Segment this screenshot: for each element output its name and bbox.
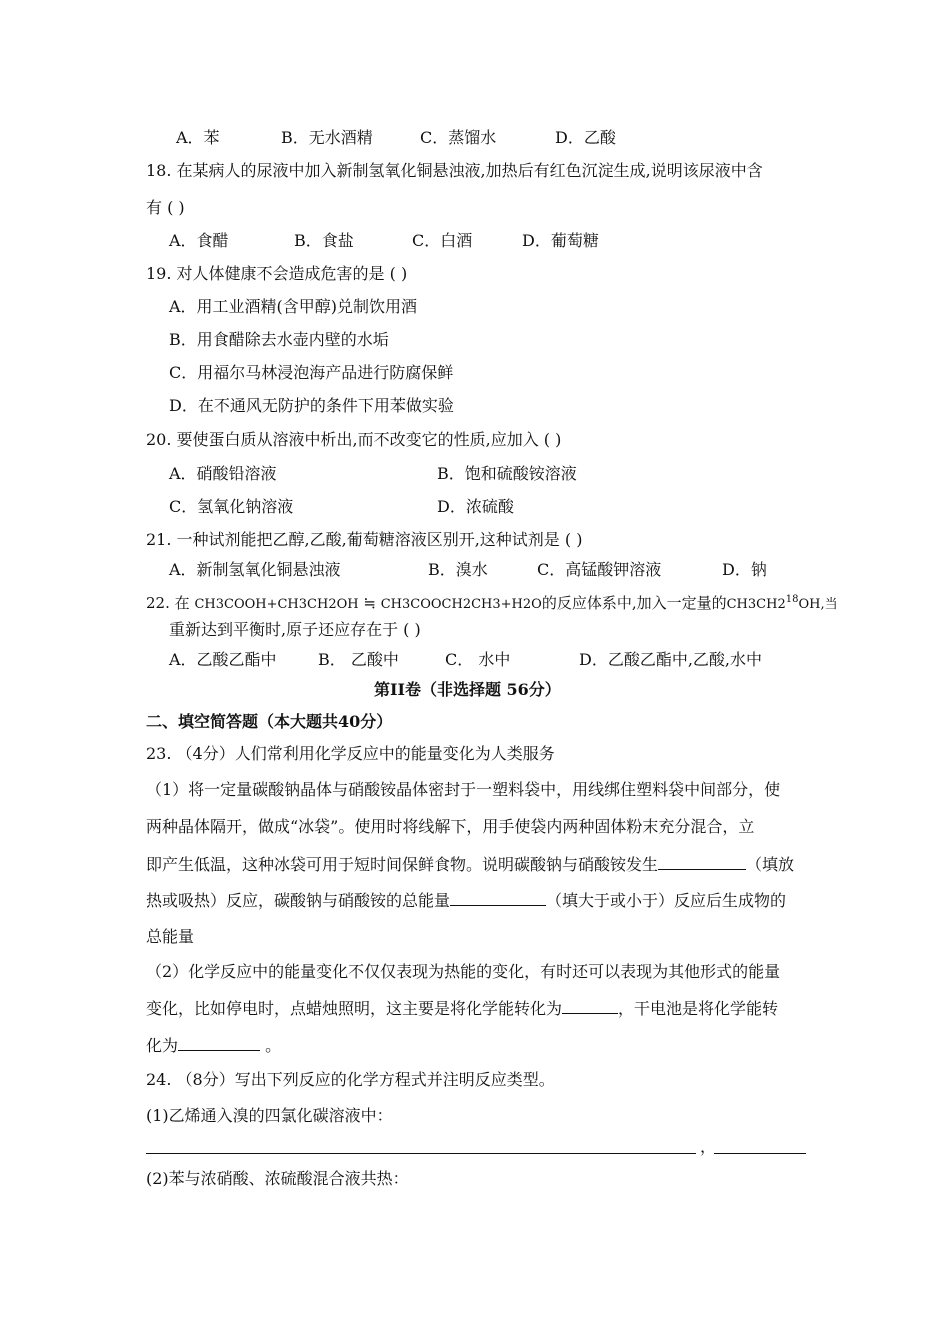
q21-option-c: C．高锰酸钾溶液 [537,560,662,579]
q22-isotope: 18 [785,594,799,605]
q23-p2-line2-tail: ，干电池是将化学能转 [618,999,779,1018]
q23-p1-line2: 两种晶体隔开，做成“冰袋”。使用时将线解下，用手使袋内两种固体粉末充分混合，立 [146,817,755,836]
answer-line[interactable] [714,1153,806,1154]
q17-option-c: C．蒸馏水 [420,128,497,147]
q22-equilibrium-arrow: ≒ [363,594,376,612]
q24-sub2: (2)苯与浓硝酸、浓硫酸混合液共热： [146,1169,409,1188]
q19-option-d: D．在不通风无防护的条件下用苯做实验 [169,396,454,415]
q21-option-a: A．新制氢氧化铜悬浊液 [169,560,341,579]
q20-option-b: B．饱和硫酸铵溶液 [437,464,577,483]
q23-p2-line2-text: 变化，比如停电时，点蜡烛照明，这主要是将化学能转化为 [146,999,563,1018]
q23-p2-line3-text: 化为 [146,1036,179,1055]
q20-stem: 20. 要使蛋白质从溶液中析出,而不改变它的性质,应加入 ( ) [146,430,562,449]
q22-number: 22. [146,594,170,612]
part2-title: 第II卷（非选择题 56分） [374,680,561,699]
q23-p1-line1: （1）将一定量碳酸钠晶体与硝酸铵晶体密封于一塑料袋中，用线绑住塑料袋中间部分，使 [146,780,781,799]
answer-line[interactable] [146,1153,696,1154]
q18-stem-line2: 有 ( ) [146,198,185,217]
q22-mid: 的反应体系中,加入一定量的 [541,594,727,612]
q22-option-c: C． 水中 [445,650,511,669]
q23-p1-line5: 总能量 [146,927,195,946]
q22-option-a: A．乙酸乙酯中 [169,650,277,669]
q24-comma: ， [700,1137,717,1156]
q23-p1-line3 [146,853,794,876]
q24-stem: 24. （8分）写出下列反应的化学方程式并注明反应类型。 [146,1070,555,1089]
q23-p2-line2 [146,997,778,1020]
answer-blank[interactable] [562,997,618,1014]
answer-blank[interactable] [178,1034,260,1051]
q20-option-c: C．氢氧化钠溶液 [169,497,294,516]
section2-title: 二、填空简答题（本大题共40分） [146,712,393,731]
q22-equation-left: CH3COOH+CH3CH2OH [194,597,359,612]
q22-option-d: D．乙酸乙酯中,乙酸,水中 [579,650,763,669]
q17-option-a: A．苯 [176,128,220,147]
q18-option-a: A．食醋 [169,231,229,250]
q17-option-d: D．乙酸 [555,128,616,147]
q20-option-d: D．浓硫酸 [437,497,514,516]
q18-stem-line1: 18. 在某病人的尿液中加入新制氢氧化铜悬浊液,加热后有红色沉淀生成,说明该尿液中含 [146,161,763,180]
q19-stem: 19. 对人体健康不会造成危害的是 ( ) [146,264,408,283]
answer-blank[interactable] [658,853,746,870]
q21-option-d: D．钠 [722,560,767,579]
answer-blank[interactable] [450,889,546,906]
q23-p2-line3 [146,1034,281,1057]
q23-p1-line3-text: 即产生低温，这种冰袋可用于短时间保鲜食物。说明碳酸钠与硝酸铵发生 [146,855,659,874]
q18-option-c: C．白酒 [412,231,473,250]
q23-stem: 23. （4分）人们常利用化学反应中的能量变化为人类服务 [146,744,555,763]
q22-equation-right: CH3COOCH2CH3+H2O [380,597,542,612]
q22-pre: 在 [174,594,190,612]
q22-reagent: CH3CH2 [726,597,786,612]
q23-p2-line1: （2）化学反应中的能量变化不仅仅表现为热能的变化，有时还可以表现为其他形式的能量 [146,962,781,981]
q22-reagent-tail: OH,当 [798,597,838,612]
q21-stem: 21. 一种试剂能把乙醇,乙酸,葡萄糖溶液区别开,这种试剂是 ( ) [146,530,583,549]
q23-p1-line3-tail: （填放 [746,855,795,874]
q22-option-b: B． 乙酸中 [318,650,399,669]
q18-option-d: D．葡萄糖 [522,231,599,250]
q22-stem-line2: 重新达到平衡时,原子还应存在于 ( ) [169,620,421,639]
q19-option-b: B．用食醋除去水壶内壁的水垢 [169,330,389,349]
q23-p1-line4-tail: （填大于或小于）反应后生成物的 [546,891,787,910]
q21-option-b: B．溴水 [428,560,488,579]
q23-p1-line4-text: 热或吸热）反应，碳酸钠与硝酸铵的总能量 [146,891,451,910]
q24-sub1: (1)乙烯通入溴的四氯化碳溶液中： [146,1106,393,1125]
q22-stem-line1 [146,589,838,616]
q23-p1-line4 [146,889,786,912]
q19-option-a: A．用工业酒精(含甲醇)兑制饮用酒 [169,297,418,316]
q17-option-b: B．无水酒精 [281,128,373,147]
q18-option-b: B．食盐 [294,231,354,250]
q19-option-c: C．用福尔马林浸泡海产品进行防腐保鲜 [169,363,454,382]
q20-option-a: A．硝酸铅溶液 [169,464,277,483]
q23-p2-line3-tail: 。 [260,1036,282,1055]
